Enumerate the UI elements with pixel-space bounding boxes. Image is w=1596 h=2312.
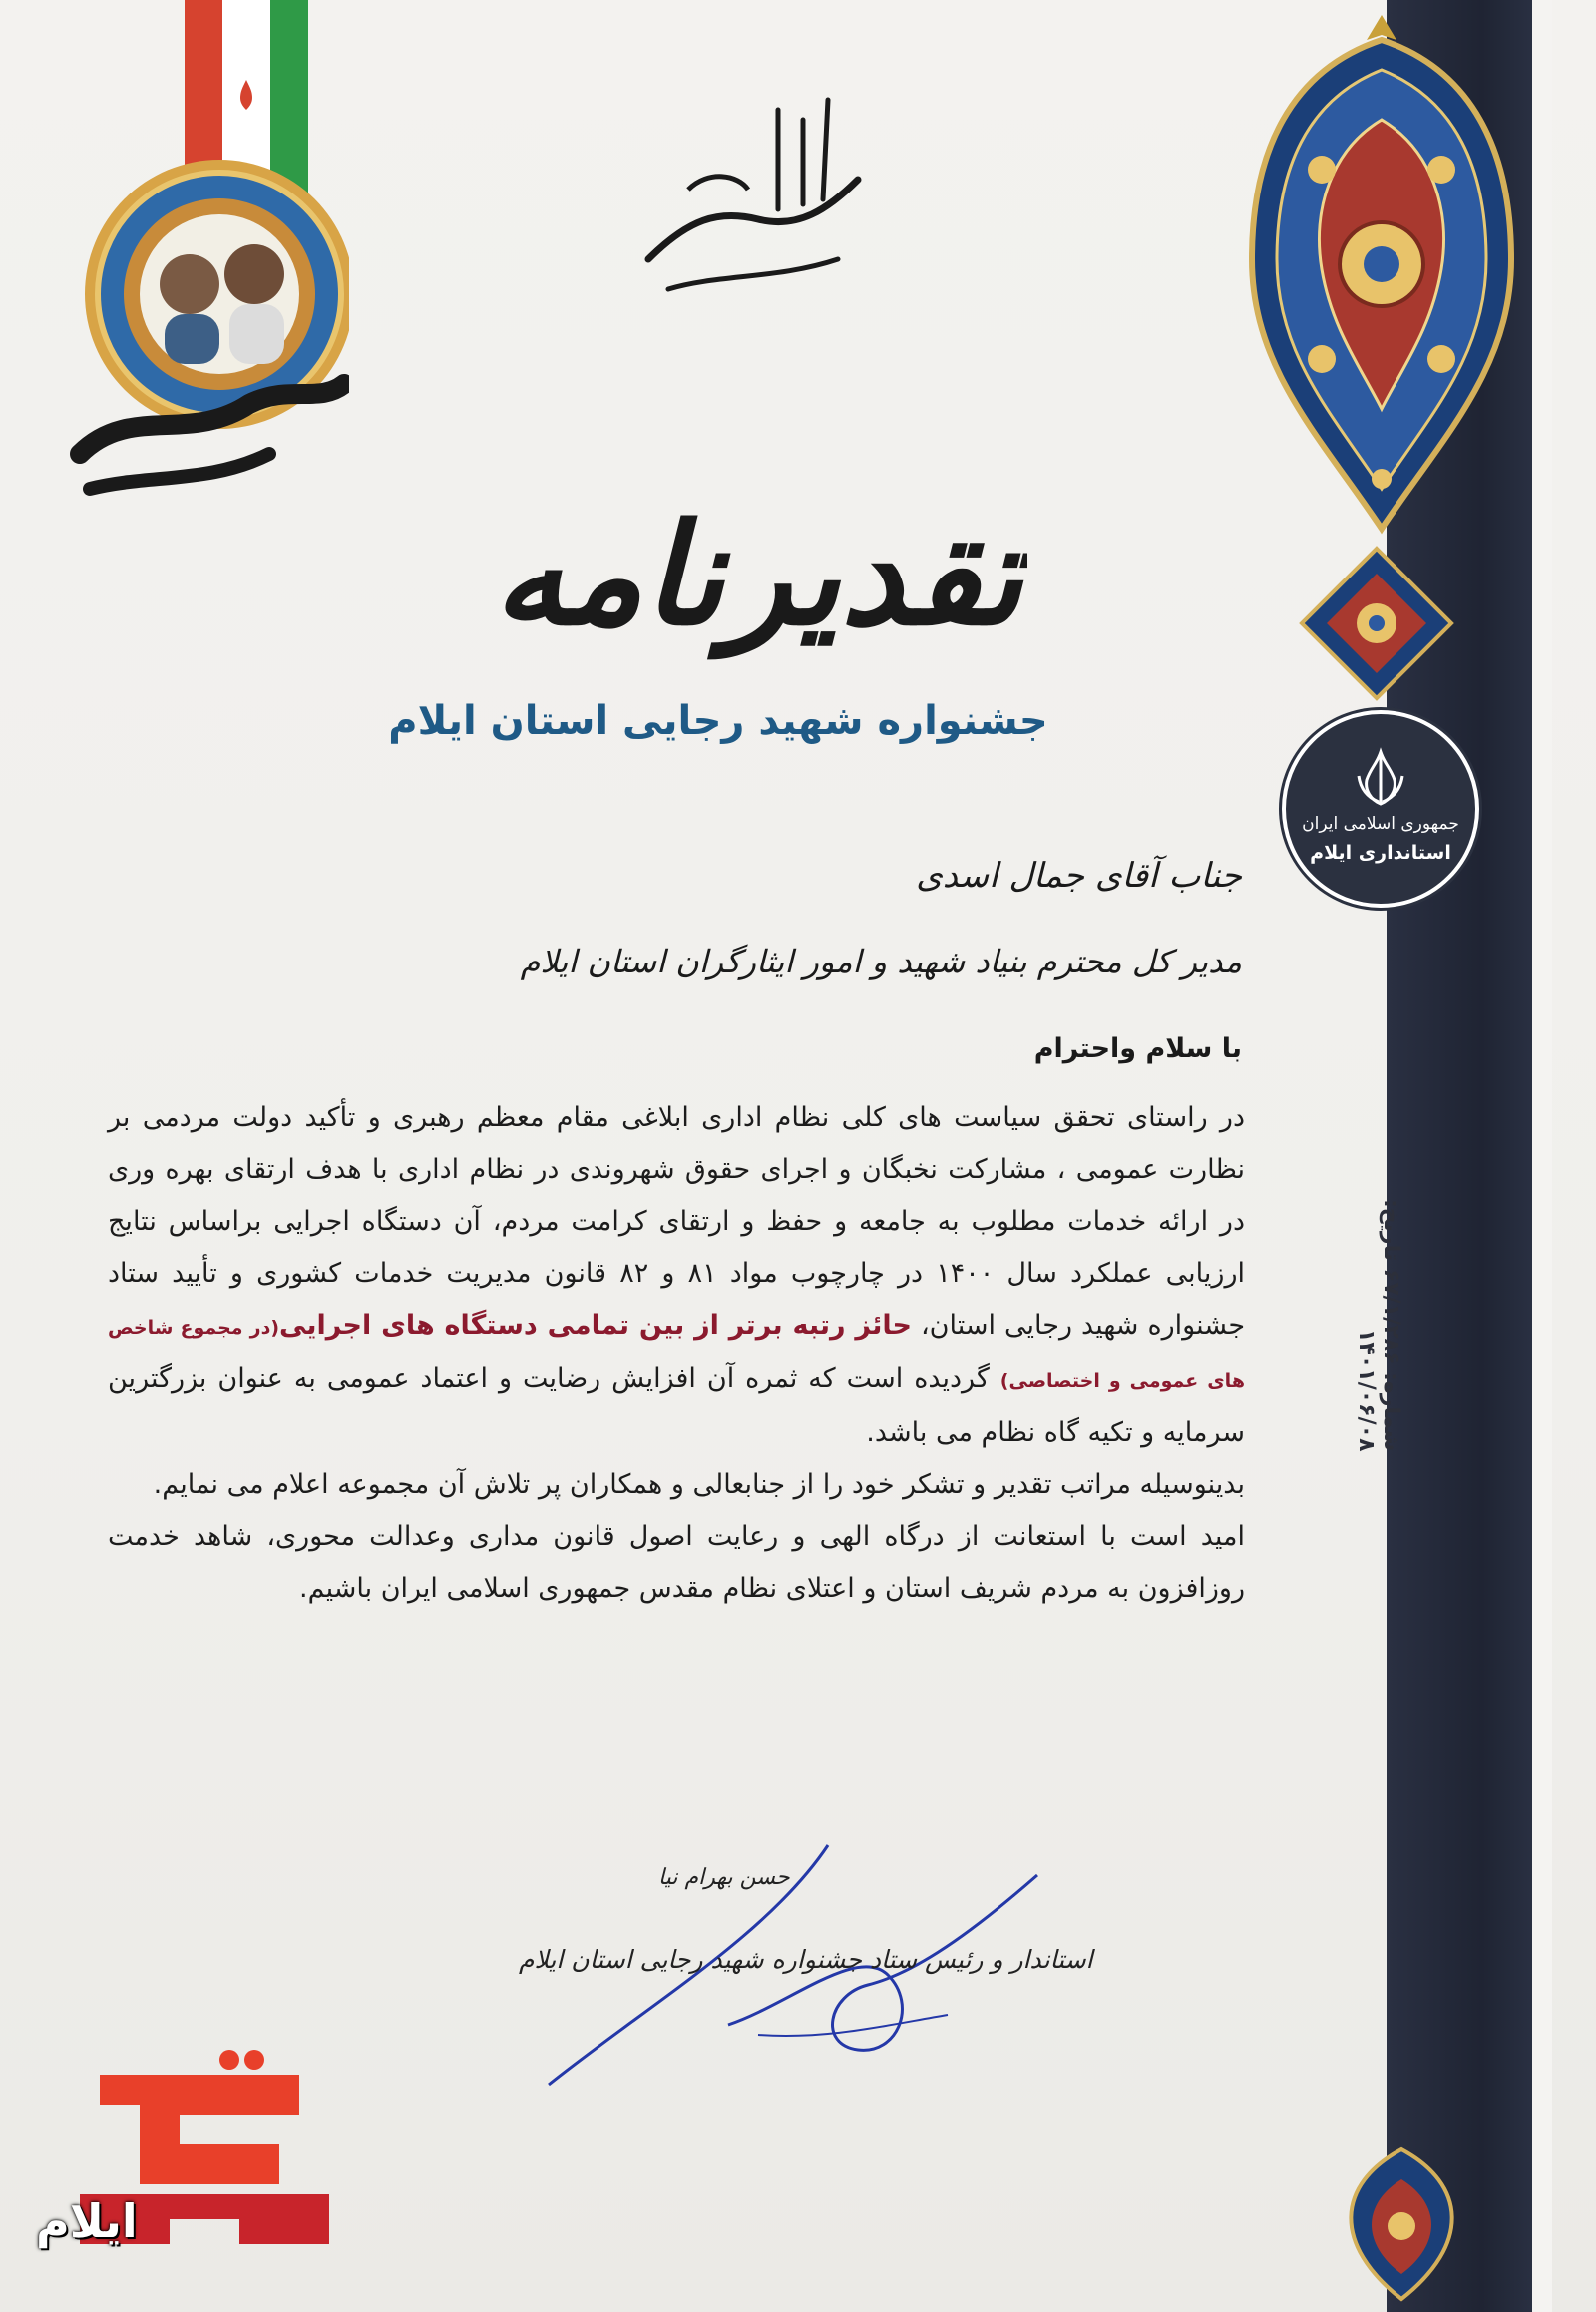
letter-body: [108, 1092, 1245, 1615]
government-week-badge-icon: [70, 155, 349, 514]
seal-line-1: جمهوری اسلامی ایران: [1302, 814, 1459, 834]
ornament-medallion-icon: [1297, 544, 1456, 703]
greeting: با سلام واحترام: [1033, 1033, 1242, 1064]
reference-number-date: شماره: ۶۷/۱/۲۸۶ تاریخ: ۱۴۰۱/۰۶/۰۸: [1354, 1198, 1403, 1451]
watermark-city-label: ایلام: [36, 2194, 138, 2248]
highlight-note: (در مجموع شاخص های عمومی و اختصاصی): [108, 1317, 1245, 1392]
body-paragraph-3: امید است با استعانت از درگاه الهی و رعایت اصول قانون مداری وعدالت محوری، شاهد خدمت روزافزون به مردم شریف استان و اعتلای نظام مقدس جمهوری اسلامی ایران باشیم.: [108, 1521, 1245, 1604]
governorate-seal: [1282, 710, 1479, 908]
iran-emblem-icon: [1349, 746, 1412, 810]
recipient-name: جناب آقای جمال اسدی: [916, 856, 1242, 896]
body-text-continued: گردیده است که ثمره آن افزایش رضایت و اعتماد عمومی به عنوان بزرگترین سرمایه و تکیه گاه نظام می باشد.: [108, 1363, 1245, 1448]
signer-title: استاندار و رئیس ستاد جشنواره شهید رجایی استان ایلام: [519, 1945, 1093, 1974]
ornament-bottom-icon: [1327, 2144, 1476, 2304]
band-edge: [1532, 0, 1552, 2312]
title-calligraphy: [469, 419, 1027, 718]
highlight-text: حائز رتبه برتر از بین تمامی دستگاه های اجرایی: [279, 1310, 912, 1341]
signer-name: حسن بهرام نیا: [658, 1865, 790, 1890]
bismillah-calligraphy-icon: [628, 90, 888, 319]
body-paragraph-2: بدینوسیله مراتب تقدیر و تشکر خود را از جنابعالی و همکاران پر تلاش آن مجموعه اعلام می نمایم.: [153, 1469, 1245, 1500]
ornament-top-icon: [1242, 10, 1521, 539]
body-paragraph-1: [108, 1092, 1245, 1459]
title-text: تقدیرنامه: [493, 494, 1023, 657]
recipient-title: مدیر کل محترم بنیاد شهید و امور ایثارگران استان ایلام: [520, 943, 1242, 980]
body-text: در راستای تحقق سیاست های کلی نظام اداری ابلاغی مقام معظم رهبری و تأکید دولت مردمی بر نظارت عمومی ، مشارکت نخبگان و اجرای حقوق شهروندی در نظام اداری با هدف ارتقای بهره وری در ارائه خدمات مطلوب به جامعه و حفظ و ارتقای کرامت مردم، آن دستگاه اجرایی براساس نتایج ارزیابی عملکرد سال ۱۴۰۰ در چارچوب مواد ۸۱ و ۸۲ قانون مدیریت خدمات کشوری و تأیید ستاد جشنواره شهید رجایی استان،: [108, 1102, 1246, 1341]
seal-line-2: استانداری ایلام: [1310, 842, 1451, 864]
festival-subtitle: جشنواره شهید رجایی استان ایلام: [388, 698, 1048, 744]
